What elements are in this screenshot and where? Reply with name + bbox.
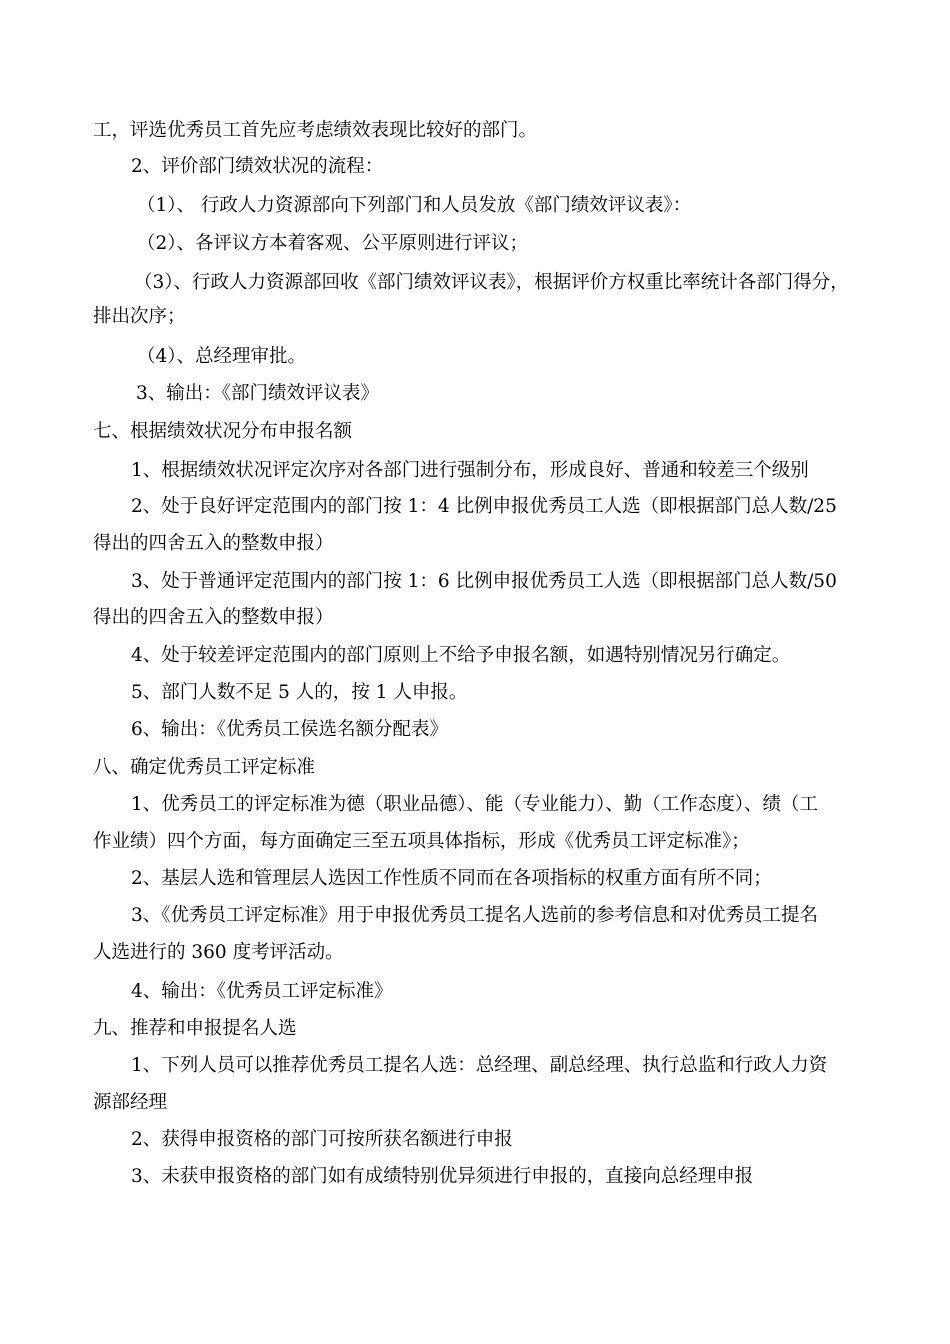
text-line: 1、根据绩效状况评定次序对各部门进行强制分布，形成良好、普通和较差三个级别 — [131, 460, 809, 481]
section-heading: 七、根据绩效状况分布申报名额 — [93, 421, 353, 442]
text-line: 3、《优秀员工评定标准》用于申报优秀员工提名人选前的参考信息和对优秀员工提名 — [131, 905, 819, 926]
text-line: 排出次序； — [93, 306, 186, 327]
section-heading: 九、推荐和申报提名人选 — [93, 1018, 297, 1039]
text-line: 得出的四舍五入的整数申报） — [93, 533, 334, 554]
text-line: 2、评价部门绩效状况的流程： — [131, 156, 384, 177]
text-line: 工，评选优秀员工首先应考虑绩效表现比较好的部门。 — [93, 120, 538, 141]
text-line: 2、基层人选和管理层人选因工作性质不同而在各项指标的权重方面有所不同； — [131, 868, 772, 889]
text-line: （3）、行政人力资源部回收《部门绩效评议表》，根据评价方权重比率统计各部门得分， — [134, 272, 849, 293]
text-line: 3、处于普通评定范围内的部门按 1：6 比例申报优秀员工人选（即根据部门总人数/50 — [131, 571, 837, 592]
text-line: （1）、 行政人力资源部向下列部门和人员发放《部门绩效评议表》： — [137, 195, 692, 216]
text-line: 3、未获申报资格的部门如有成绩特别优异须进行申报的，直接向总经理申报 — [131, 1166, 754, 1187]
text-line: 1、优秀员工的评定标准为德（职业品德）、能（专业能力）、勤（工作态度）、绩（工 — [131, 794, 819, 815]
text-line: 5、部门人数不足 5 人的，按 1 人申报。 — [131, 682, 468, 703]
text-line: （2）、各评议方本着客观、公平原则进行评议； — [137, 233, 529, 254]
text-line: 4、处于较差评定范围内的部门原则上不给予申报名额，如遇特别情况另行确定。 — [131, 645, 791, 666]
text-line: 3、输出：《部门绩效评议表》 — [136, 383, 380, 404]
text-line: （4）、总经理审批。 — [137, 346, 307, 367]
text-line: 作业绩）四个方面，每方面确定三至五项具体指标，形成《优秀员工评定标准》； — [93, 831, 750, 852]
text-line: 2、处于良好评定范围内的部门按 1：4 比例申报优秀员工人选（即根据部门总人数/25 — [131, 496, 837, 517]
text-line: 1、下列人员可以推荐优秀员工提名人选：总经理、副总经理、执行总监和行政人力资 — [131, 1055, 828, 1076]
section-heading: 八、确定优秀员工评定标准 — [93, 757, 316, 778]
text-line: 人选进行的 360 度考评活动。 — [93, 942, 344, 963]
text-line: 4、输出：《优秀员工评定标准》 — [131, 981, 393, 1002]
text-line: 2、获得申报资格的部门可按所获名额进行申报 — [131, 1129, 513, 1150]
text-line: 得出的四舍五入的整数申报） — [93, 607, 334, 628]
text-line: 源部经理 — [93, 1092, 168, 1113]
text-line: 6、输出：《优秀员工侯选名额分配表》 — [131, 719, 449, 740]
